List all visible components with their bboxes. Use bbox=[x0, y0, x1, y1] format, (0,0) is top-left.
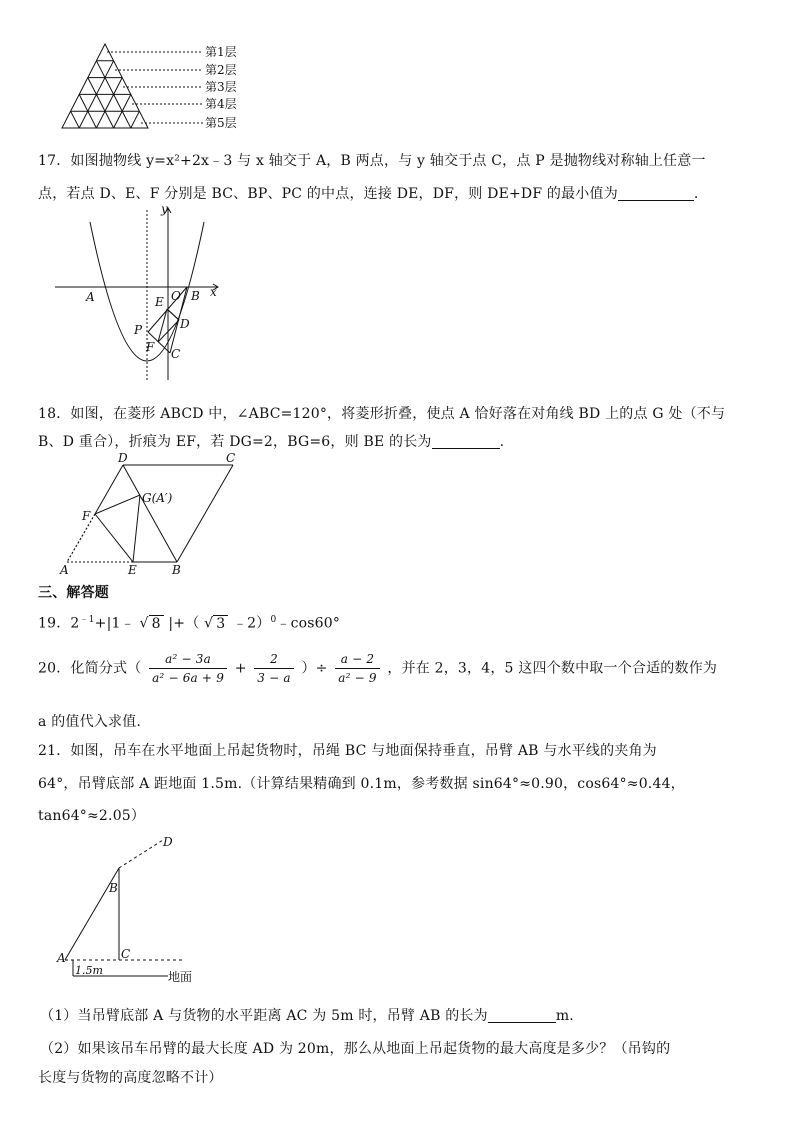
q18-period: . bbox=[499, 434, 505, 450]
label-height: 1.5m bbox=[75, 964, 103, 977]
q20-line2: a 的值代入求值. bbox=[38, 714, 142, 730]
q18-text: B、D 重合），折痕为 EF，若 DG=2，BG=6，则 BE 的长为 bbox=[38, 434, 432, 450]
label-G: G(A′) bbox=[142, 491, 173, 505]
layer-label-3: 第3层 bbox=[205, 80, 237, 94]
q18-line1: 18．如图，在菱形 ABCD 中，∠ABC=120°，将菱形折叠，使点 A 恰好落在对角线 BD 上的点 G 处（不与 bbox=[38, 406, 726, 422]
q20-tail: ，并在 2，3，4，5 这四个数中取一个合适的数作为 bbox=[387, 660, 718, 677]
q17-line1: 17．如图抛物线 y=x²+2x﹣3 与 x 轴交于 A，B 两点，与 y 轴交于点 C，点 P 是抛物线对称轴上任意一 bbox=[38, 153, 706, 169]
q17-text: 点，若点 D、E、F 分别是 BC、BP、PC 的中点，连接 DE，DF，则 DE+DF 的最小值为 bbox=[38, 186, 618, 202]
q21-line3: tan64°≈2.05） bbox=[38, 808, 146, 824]
q19-exponent2: 0 bbox=[270, 615, 277, 625]
q21-answer-blank[interactable] bbox=[488, 1008, 556, 1023]
q21-sub1-text: （1）当吊臂底部 A 与货物的水平距离 AC 为 5m 时，吊臂 AB 的长为 bbox=[40, 1008, 488, 1024]
label-F: F bbox=[82, 509, 91, 523]
q21-sub2-line1: （2）如果该吊车吊臂的最大长度 AD 为 20m，那么从地面上吊起货物的最大高度是多少？（吊钩的 bbox=[40, 1041, 671, 1057]
label-B: B bbox=[109, 881, 118, 895]
q21-crane-figure bbox=[55, 830, 225, 990]
q20-fraction2: $\frac{2}{3 - a}$ bbox=[254, 652, 293, 685]
label-B: B bbox=[191, 289, 200, 303]
q19-part4: ﹣2） bbox=[228, 615, 271, 632]
q21-line1: 21．如图，吊车在水平地面上吊起货物时，吊绳 BC 与地面保持垂直，吊臂 AB 与水平线的夹角为 bbox=[38, 743, 657, 759]
q19-part2: +|1﹣ bbox=[94, 615, 140, 632]
label-A: A bbox=[60, 563, 69, 577]
label-E: E bbox=[155, 295, 164, 309]
label-B: B bbox=[172, 563, 181, 577]
q19-exponent: ﹣1 bbox=[79, 615, 95, 625]
q21-sub2-line2: 长度与货物的高度忽略不计） bbox=[38, 1070, 223, 1086]
q19-line: 19．$2^{﹣1}+|1﹣$ √ 8 |+（ √ 3 ﹣2）$^0$﹣cos60° bbox=[38, 615, 341, 632]
label-O: O bbox=[171, 289, 181, 303]
section-heading: 三、解答题 bbox=[38, 585, 109, 601]
label-E: E bbox=[128, 563, 137, 577]
q20-plus: + bbox=[234, 660, 247, 677]
label-ground: 地面 bbox=[168, 970, 193, 984]
label-D: D bbox=[180, 317, 190, 331]
q19-part1: 19．2 bbox=[38, 615, 80, 632]
label-A: A bbox=[57, 951, 66, 965]
q20-fraction1: $\frac{\text{a² − 3a}}{\text{a² − 6a + 9}}$ bbox=[149, 652, 227, 685]
layer-label-4: 第4层 bbox=[205, 97, 237, 111]
q19-radicand2: 3 bbox=[213, 615, 228, 632]
layer-label-2: 第2层 bbox=[205, 63, 237, 77]
q19-part5: ﹣cos60° bbox=[276, 615, 341, 632]
q17-period: . bbox=[693, 186, 699, 202]
label-A: A bbox=[86, 290, 95, 304]
q21-line2: 64°，吊臂底部 A 距地面 1.5m.（计算结果精确到 0.1m，参考数据 sin64°≈0.90，cos64°≈0.44， bbox=[38, 776, 685, 792]
label-F: F bbox=[146, 340, 155, 354]
pyramid-figure bbox=[55, 40, 255, 135]
q17-answer-blank[interactable] bbox=[618, 186, 694, 201]
label-D: D bbox=[163, 835, 173, 849]
label-x: x bbox=[210, 285, 217, 299]
q21-sub1-unit: m. bbox=[555, 1008, 574, 1024]
layer-label-5: 第5层 bbox=[205, 116, 237, 130]
q18-answer-blank[interactable] bbox=[432, 434, 500, 449]
label-C: C bbox=[226, 451, 236, 465]
label-y: y bbox=[161, 202, 168, 216]
q17-parabola-figure bbox=[50, 200, 230, 385]
q20-rparen: ）÷ bbox=[301, 660, 328, 677]
label-D: D bbox=[118, 451, 128, 465]
q19-radicand1: 8 bbox=[149, 615, 164, 632]
q19-part3: |+（ bbox=[163, 615, 205, 632]
q20-line1 bbox=[38, 652, 717, 685]
q20-lead: 20．化简分式（ bbox=[38, 660, 142, 677]
q18-line2 bbox=[38, 431, 504, 451]
layer-label-1: 第1层 bbox=[205, 45, 237, 59]
label-C: C bbox=[171, 347, 181, 361]
q21-sub1 bbox=[40, 1005, 574, 1025]
label-P: P bbox=[134, 323, 143, 337]
q20-fraction3: $\frac{a - 2}{\text{a² − 9}}$ bbox=[335, 652, 379, 685]
q18-rhombus-figure bbox=[55, 450, 255, 580]
label-C: C bbox=[121, 947, 131, 961]
